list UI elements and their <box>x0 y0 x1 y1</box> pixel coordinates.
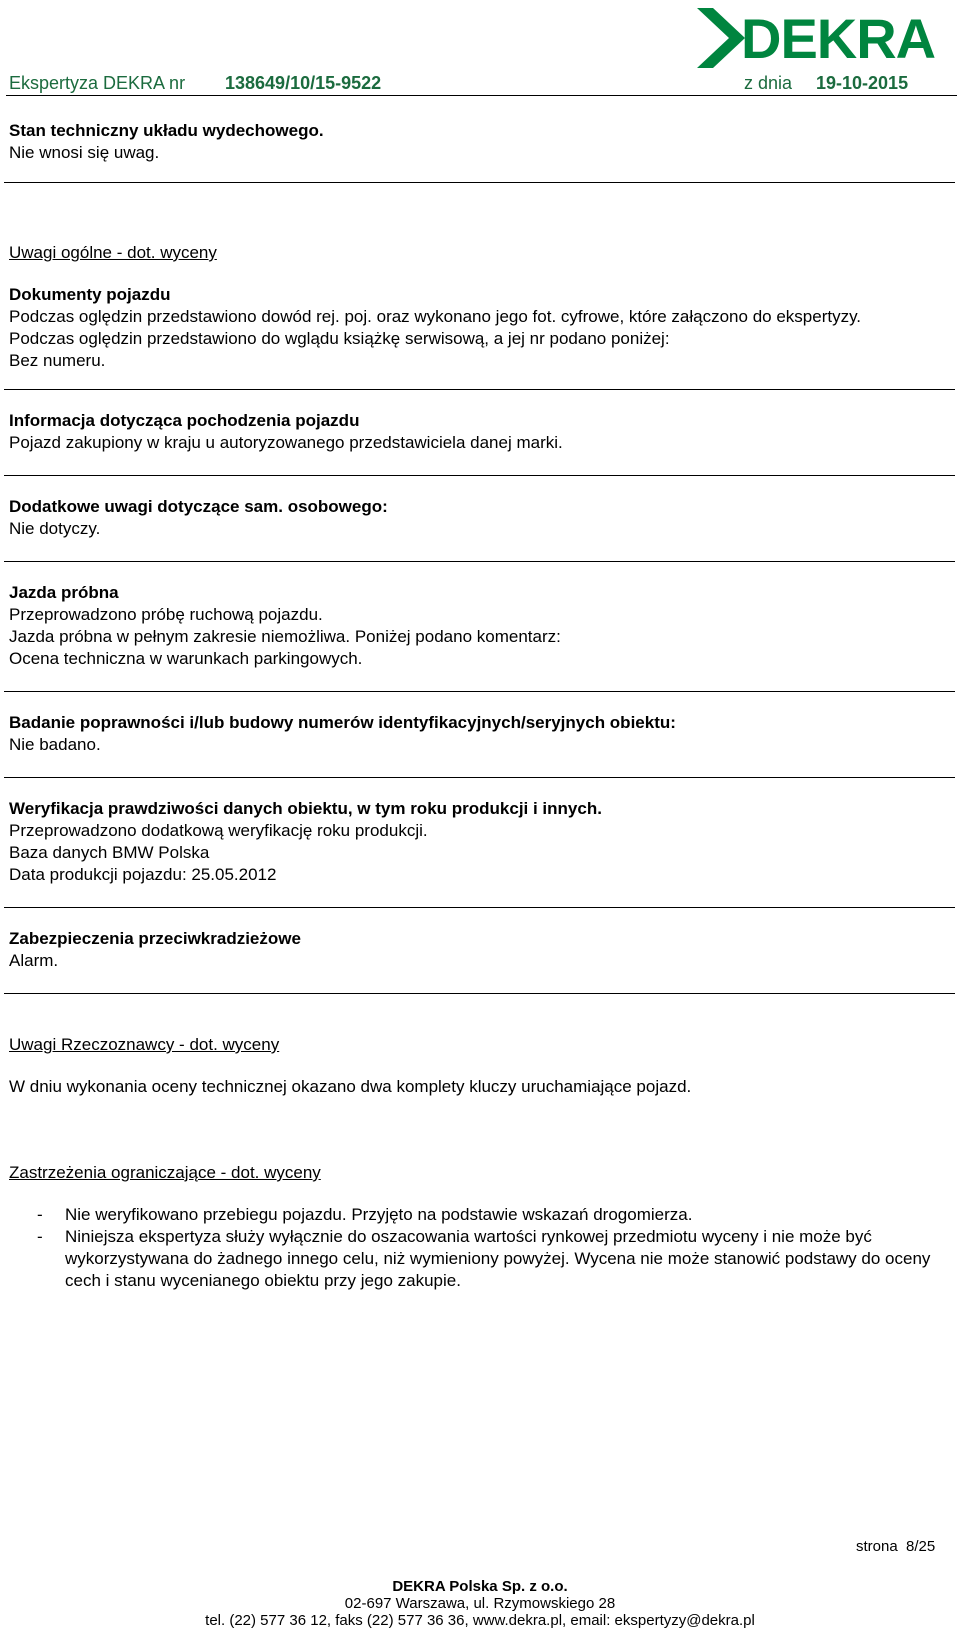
list-item: - Niniejsza ekspertyza służy wyłącznie do oszacowania wartości rynkowej przedmiotu wyceny i nie może być wykorzystywana do żadnego innego celu, niż wymieniony powyżej. Wycena nie może stanowić podstawy do oceny cech i stanu wycenianego obiektu przy jego zakupie. <box>9 1226 954 1292</box>
footer-company: DEKRA Polska Sp. z o.o. <box>392 1578 568 1595</box>
section-documents <box>9 284 954 372</box>
section-text: Ocena techniczna w warunkach parkingowych. <box>9 649 363 668</box>
section-text: W dniu wykonania oceny technicznej okazano dwa komplety kluczy uruchamiające pojazd. <box>9 1077 692 1096</box>
section-text: Przeprowadzono dodatkową weryfikację roku produkcji. <box>9 821 428 840</box>
report-label: Ekspertyza DEKRA nr <box>9 73 186 93</box>
page-number-label: strona <box>856 1538 898 1555</box>
dekra-logo <box>697 6 959 78</box>
section-text: Jazda próbna w pełnym zakresie niemożliwa. Poniżej podano komentarz: <box>9 627 561 646</box>
section-security <box>9 928 954 972</box>
section-text: Nie dotyczy. <box>9 519 101 538</box>
section-exhaust <box>9 120 954 164</box>
section-text: Przeprowadzono próbę ruchową pojazdu. <box>9 605 323 624</box>
section-passenger-car <box>9 496 954 540</box>
page-number-value: 8/25 <box>906 1538 936 1555</box>
section-text: Data produkcji pojazdu: 25.05.2012 <box>9 865 277 884</box>
section-text: Nie wnosi się uwag. <box>9 143 160 162</box>
section-text: Podczas oględzin przedstawiono do wglądu książkę serwisową, a jej nr podano poniżej: <box>9 329 670 348</box>
dekra-arrow-logo-icon <box>697 6 959 78</box>
report-date-label: z dnia <box>744 73 793 93</box>
section-title: Zabezpieczenia przeciwkradzieżowe <box>9 929 301 948</box>
section-verification <box>9 798 954 886</box>
section-text: Baza danych BMW Polska <box>9 843 210 862</box>
section-title: Dodatkowe uwagi dotyczące sam. osobowego: <box>9 497 388 516</box>
section-title: Dokumenty pojazdu <box>9 285 171 304</box>
section-title: Weryfikacja prawdziwości danych obiektu, w tym roku produkcji i innych. <box>9 799 602 818</box>
section-text: Nie badano. <box>9 735 101 754</box>
restrictions-list <box>9 1204 954 1292</box>
header-divider <box>6 95 957 96</box>
section-text: Bez numeru. <box>9 351 106 370</box>
section-text: Pojazd zakupiony w kraju u autoryzowanego przedstawiciela danej marki. <box>9 433 563 452</box>
section-expert-notes <box>9 1034 954 1098</box>
section-restrictions <box>9 1162 954 1292</box>
report-date: 19-10-2015 <box>816 73 909 93</box>
report-header <box>9 72 957 94</box>
page-number <box>856 1538 935 1556</box>
section-title: Badanie poprawności i/lub budowy numerów identyfikacyjnych/seryjnych obiektu: <box>9 713 676 732</box>
section-title: Stan techniczny układu wydechowego. <box>9 121 324 140</box>
footer-contact: tel. (22) 577 36 12, faks (22) 577 36 36, www.dekra.pl, email: ekspertyzy@dekra.pl <box>205 1612 755 1629</box>
section-id-check <box>9 712 954 756</box>
page-footer <box>0 1578 960 1629</box>
section-general-notes <box>9 242 954 264</box>
section-title: Zastrzeżenia ograniczające - dot. wyceny <box>9 1163 321 1182</box>
section-title: Uwagi ogólne - dot. wyceny <box>9 243 217 262</box>
section-title: Jazda próbna <box>9 583 119 602</box>
report-number: 138649/10/15-9522 <box>225 73 382 93</box>
logo-text: DEKRA <box>741 7 936 70</box>
section-title: Uwagi Rzeczoznawcy - dot. wyceny <box>9 1035 280 1054</box>
section-test-drive <box>9 582 954 670</box>
list-item: - Nie weryfikowano przebiegu pojazdu. Przyjęto na podstawie wskazań drogomierza. <box>9 1204 954 1226</box>
section-text: Alarm. <box>9 951 59 970</box>
section-text: Podczas oględzin przedstawiono dowód rej. poj. oraz wykonano jego fot. cyfrowe, które załączono do ekspertyzy. <box>9 307 862 326</box>
footer-address: 02-697 Warszawa, ul. Rzymowskiego 28 <box>344 1595 616 1612</box>
section-title: Informacja dotycząca pochodzenia pojazdu <box>9 411 360 430</box>
section-origin <box>9 410 954 454</box>
document-body <box>9 120 954 1292</box>
